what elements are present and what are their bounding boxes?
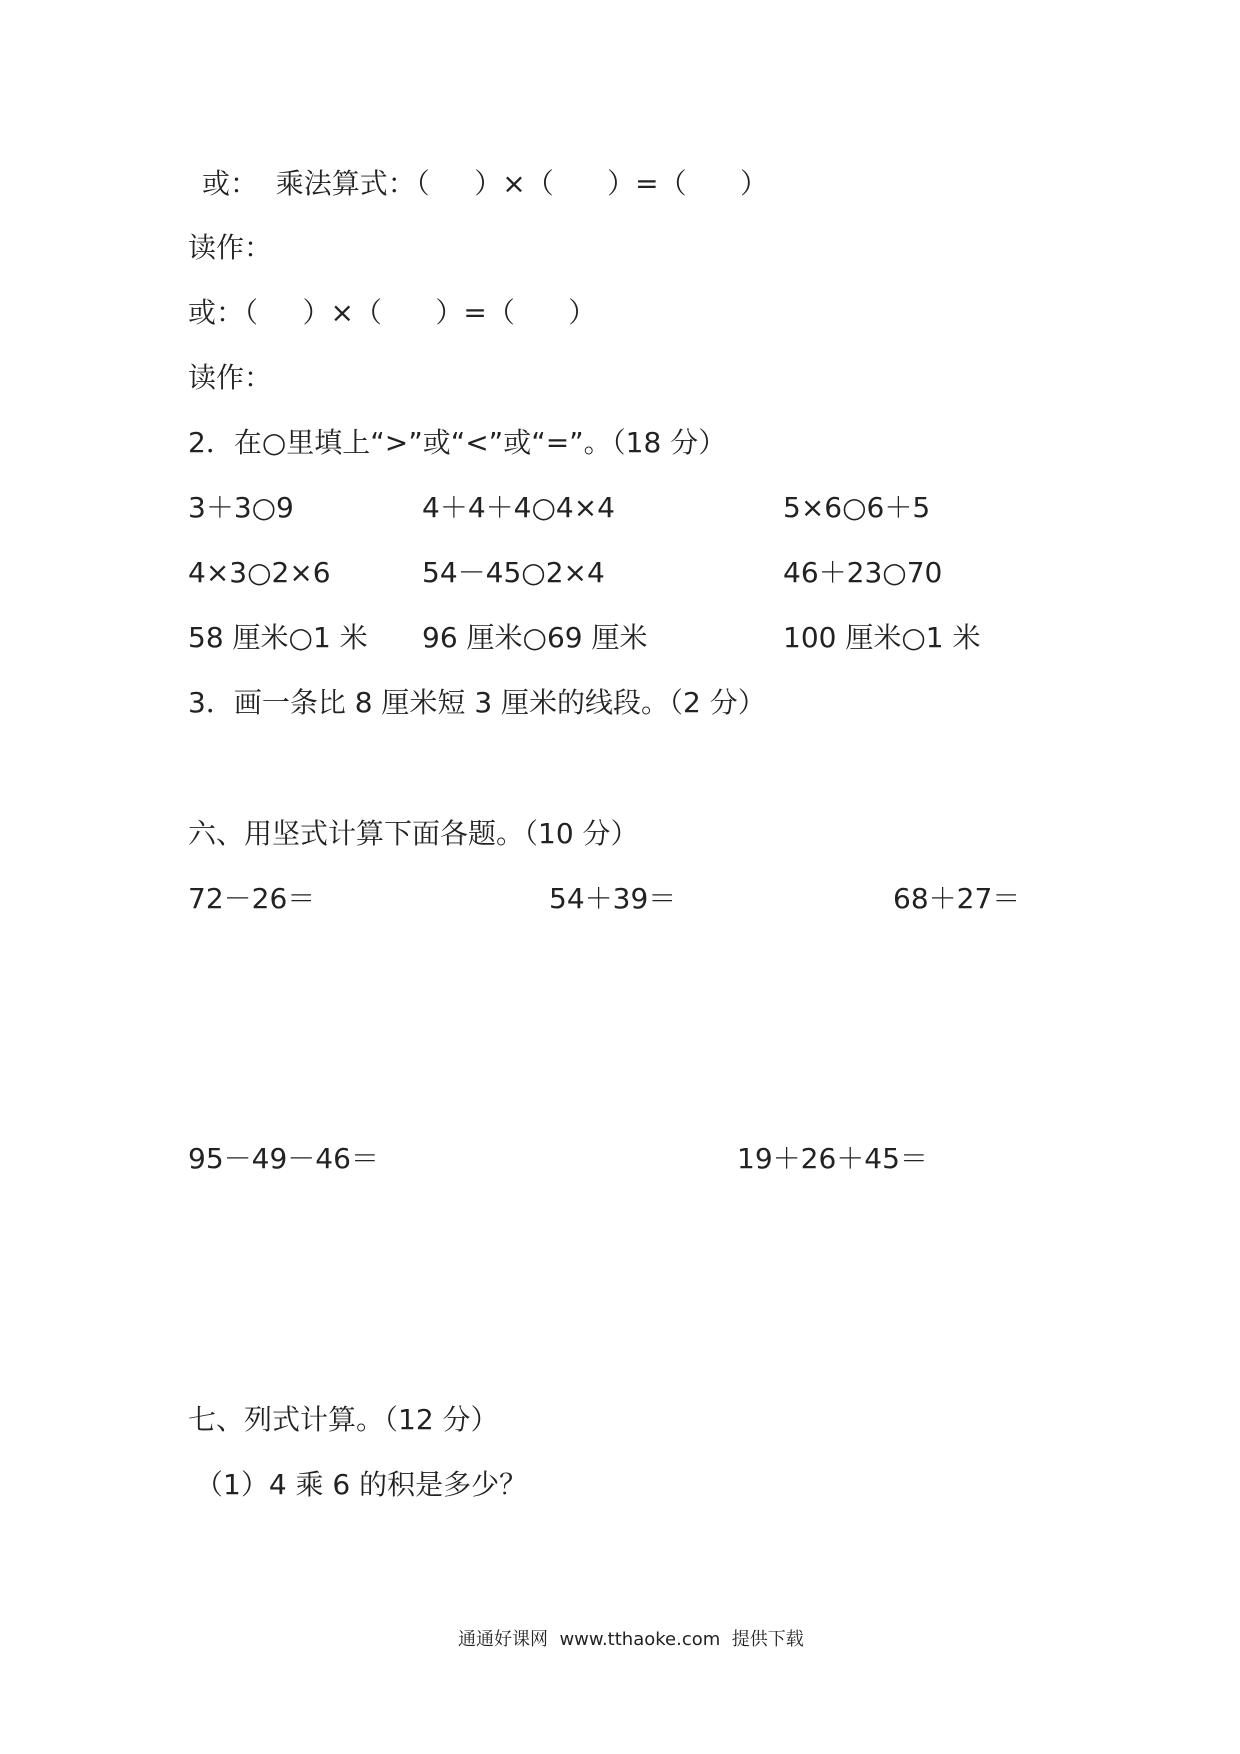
section-7-item-1: （1）4 乘 6 的积是多少？ xyxy=(195,1468,528,1501)
read-as-label: 读作： xyxy=(188,231,273,264)
vertical-calc-item: 54＋39＝ xyxy=(549,882,677,915)
read-as-label-2: 读作： xyxy=(188,361,273,394)
or-multiplication-line: 或： 乘法算式：（ ）×（ ）=（ ） xyxy=(202,167,769,200)
compare-item: 5×6○6＋5 xyxy=(783,491,931,524)
compare-item: 4＋4＋4○4×4 xyxy=(422,491,615,524)
compare-item: 96 厘米○69 厘米 xyxy=(422,621,648,654)
compare-item: 4×3○2×6 xyxy=(188,556,331,589)
footer-source: 通通好课网 www.tthaoke.com 提供下载 xyxy=(458,1629,804,1650)
section-7-title: 七、列式计算。（12 分） xyxy=(188,1403,499,1436)
question-2-title: 2．在○里填上“>”或“<”或“=”。（18 分） xyxy=(188,426,727,459)
question-3-title: 3．画一条比 8 厘米短 3 厘米的线段。（2 分） xyxy=(188,686,766,719)
compare-item: 54－45○2×4 xyxy=(422,556,605,589)
compare-item: 58 厘米○1 米 xyxy=(188,621,368,654)
compare-item: 46＋23○70 xyxy=(783,556,943,589)
vertical-calc-item: 95－49－46＝ xyxy=(188,1142,379,1175)
compare-item: 100 厘米○1 米 xyxy=(783,621,981,654)
compare-item: 3＋3○9 xyxy=(188,491,294,524)
vertical-calc-item: 19＋26＋45＝ xyxy=(737,1142,928,1175)
vertical-calc-item: 72－26＝ xyxy=(188,882,316,915)
vertical-calc-item: 68＋27＝ xyxy=(893,882,1021,915)
section-6-title: 六、用坚式计算下面各题。（10 分） xyxy=(188,817,639,850)
or-multiplication-line-2: 或：（ ）×（ ）=（ ） xyxy=(188,296,597,329)
